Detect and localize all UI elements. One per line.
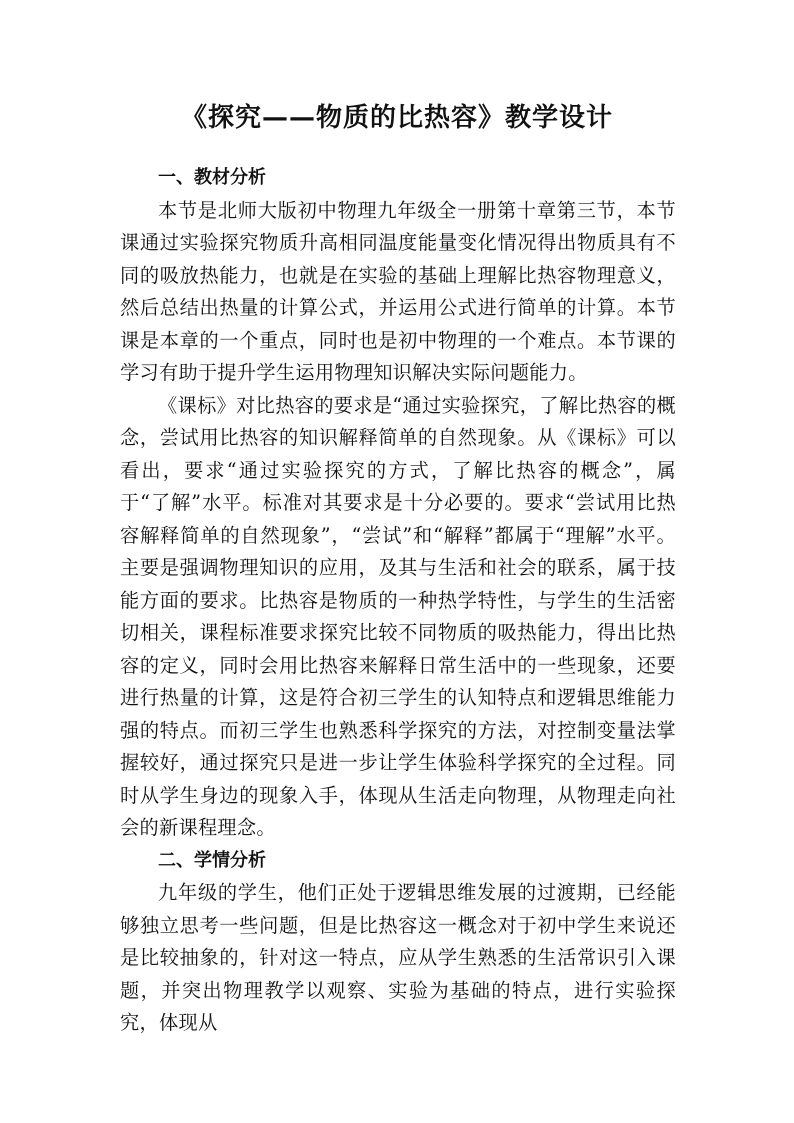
paragraph-textbook-overview: 本节是北师大版初中物理九年级全一册第十章第三节，本节课通过实验探究物质升高相同温度能量变化情况得出物质具有不同的吸放热能力，也就是在实验的基础上理解比热容物理意义，然后总结出热量的计算公式，并运用公式进行简单的计算。本节课是本章的一个重点，同时也是初中物理的一个难点。本节课的学习有助于提升学生运用物理知识解决实际问题能力。	[120, 198, 676, 384]
document-body	[120, 162, 676, 1040]
paragraph-curriculum-standard: 《课标》对比热容的要求是“通过实验探究，了解比热容的概念，尝试用比热容的知识解释简单的自然现象。从《课标》可以看出，要求“通过实验探究的方式，了解比热容的概念”，属于“了解”水平。标准对其要求是十分必要的。要求“尝试用比热容解释简单的自然现象”，“尝试”和“解释”都属于“理解”水平。主要是强调物理知识的应用，及其与生活和社会的联系，属于技能方面的要求。比热容是物质的一种热学特性，与学生的生活密切相关，课程标准要求探究比较不同物质的吸热能力，得出比热容的定义，同时会用比热容来解释日常生活中的一些现象，还要进行热量的计算，这是符合初三学生的认知特点和逻辑思维能力强的特点。而初三学生也熟悉科学探究的方法，对控制变量法掌握较好，通过探究只是进一步让学生体验科学探究的全过程。同时从学生身边的现象入手，体现从生活走向物理，从物理走向社会的新课程理念。	[120, 393, 676, 839]
document-title: 《探究——物质的比热容》教学设计	[180, 103, 613, 133]
section-heading-student-analysis: 二、学情分析	[158, 849, 266, 871]
paragraph-student-analysis: 九年级的学生，他们正处于逻辑思维发展的过渡期，已经能够独立思考一些问题，但是比热容这一概念对于初中学生来说还是比较抽象的，针对这一特点，应从学生熟悉的生活常识引入课题，并突出物理教学以观察、实验为基础的特点，进行实验探究，体现从	[120, 881, 676, 1034]
section-heading-textbook-analysis: 一、教材分析	[158, 167, 266, 188]
